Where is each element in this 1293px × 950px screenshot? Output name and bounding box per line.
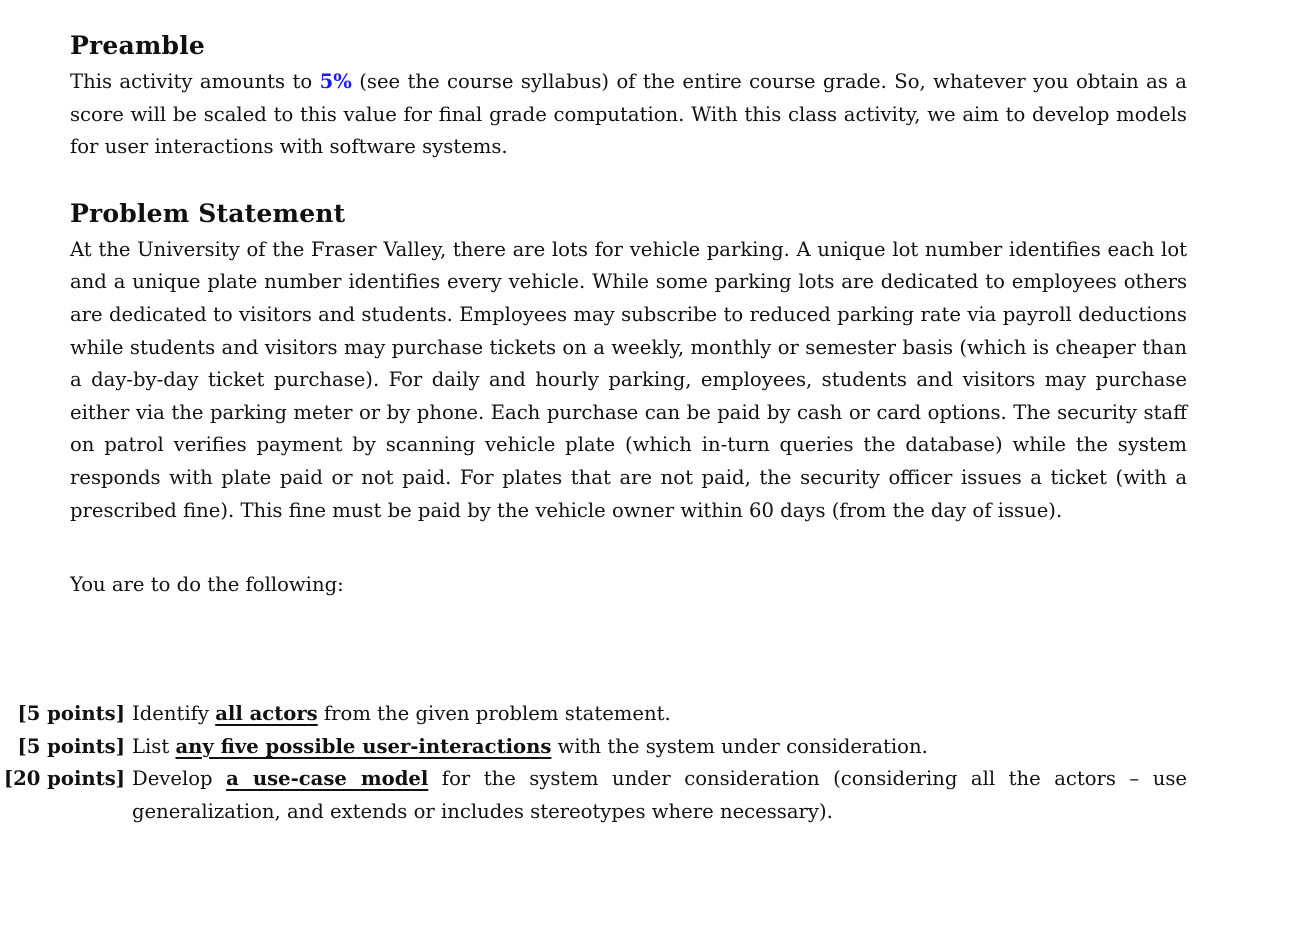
preamble-text-after: (see the course syllabus) of the entire course grade. So, whatever you obtain as a score will be scaled to this value for final grade computation. With this class activity, we aim to develop models for user interactions with software systems. [70, 70, 1187, 159]
task-emphasis: all actors [215, 702, 318, 725]
task-points-label: [20 points] [3, 767, 125, 791]
task-points [0, 763, 125, 828]
preamble-heading: Preamble [70, 31, 206, 60]
instructions-lead: You are to do the following: [70, 573, 344, 597]
task-emphasis: any five possible user-interactions [175, 734, 552, 758]
task-text-before: List [132, 734, 176, 758]
task-text-after: for the system under consideration (considering all the actors – use generalization, and extends or includes stereotypes where necessary). [132, 767, 1187, 823]
task-text [132, 763, 1187, 828]
task-text-after: with the system under consideration. [551, 734, 928, 758]
preamble-text-before: This activity amounts to [70, 70, 320, 93]
task-points [0, 731, 125, 764]
task-text-before: Identify [132, 702, 216, 725]
document-content [70, 26, 1187, 621]
task-points-label: [5 points] [17, 702, 125, 725]
task-points [0, 698, 125, 731]
task-text [132, 698, 1187, 731]
problem-statement-heading: Problem Statement [70, 198, 346, 228]
task-text-after: from the given problem statement. [317, 702, 671, 725]
task-text [132, 731, 1187, 764]
task-points-label: [5 points] [17, 734, 125, 758]
task-emphasis: a use-case model [226, 767, 429, 791]
task-text-before: Develop [132, 767, 227, 791]
task-item [0, 763, 1187, 828]
task-item [0, 698, 1187, 731]
preamble-paragraph [70, 66, 1187, 164]
task-list [0, 698, 1187, 828]
grade-percent-link[interactable]: 5% [319, 70, 352, 93]
problem-statement-paragraph: At the University of the Fraser Valley, there are lots for vehicle parking. A unique lot number identifies each lot and a unique plate number identifies every vehicle. While some parking lots are dedicated to employees others are dedicated to visitors and students. Employees may subscribe to reduced parking rate via payroll deductions while students and visitors may purchase tickets on a weekly, monthly or semester basis (which is cheaper than a day-by-day ticket purchase). For daily and hourly parking, employees, students and visitors may purchase either via the parking meter or by phone. Each purchase can be paid by cash or card options. The security staff on patrol verifies payment by scanning vehicle plate (which in-turn queries the database) while the system responds with plate paid or not paid. For plates that are not paid, the security officer issues a ticket (with a prescribed fine). This fine must be paid by the vehicle owner within 60 days (from the day of issue). [70, 237, 1187, 522]
task-item [0, 731, 1187, 764]
